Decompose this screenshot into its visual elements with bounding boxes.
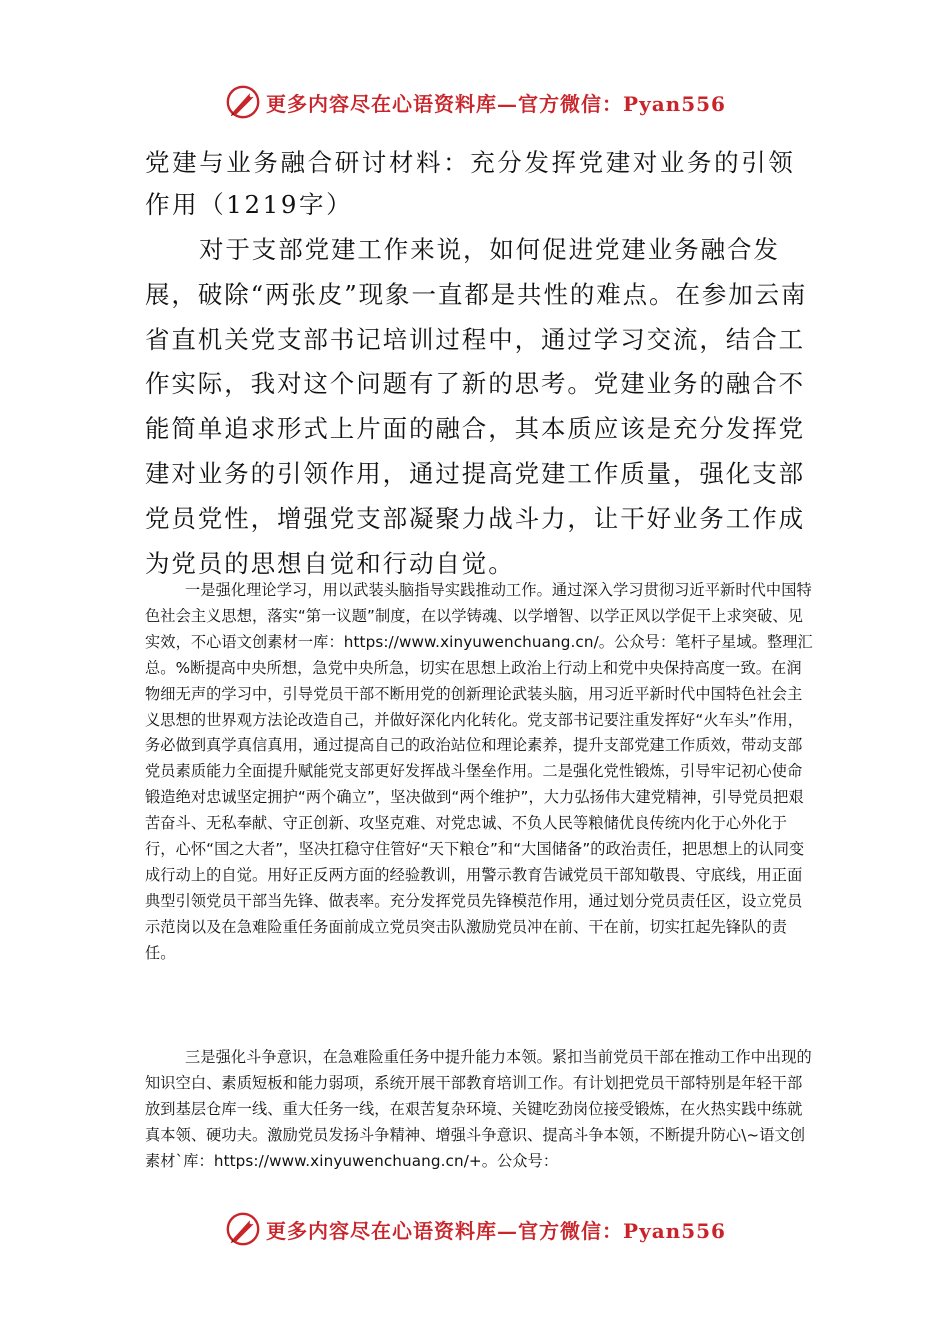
intro-paragraph: 对于支部党建工作来说，如何促进党建业务融合发展，破除“两张皮”现象一直都是共性的难点。在参加云南省直机关党支部书记培训过程中，通过学习交流，结合工作实际，我对这个问题有了新的思考。党建业务的融合不能简单追求形式上片面的融合，其本质应该是充分发挥党建对业务的引领作用，通过提高党建工作质量，强化支部党员党性，增强党支部凝聚力战斗力，让干好业务工作成为党员的思想自觉和行动自觉。 (145, 235, 808, 578)
banner-text: 更多内容尽在心语资料库—官方微信：Pyan556 (266, 91, 726, 116)
pen-logo-icon (224, 83, 262, 121)
header-watermark-banner (0, 78, 950, 126)
pen-logo-icon (224, 1210, 262, 1248)
document-title: 党建与业务融合研讨材料：充分发挥党建对业务的引领作用（1219字） (145, 148, 796, 219)
footer-watermark-banner (0, 1205, 950, 1253)
banner-text: 更多内容尽在心语资料库—官方微信：Pyan556 (266, 1218, 726, 1243)
body-paragraph-2: 三是强化斗争意识，在急难险重任务中提升能力本领。紧扣当前党员干部在推动工作中出现的知识空白、素质短板和能力弱项，系统开展干部教育培训工作。有计划把党员干部特别是年轻干部放到基层仓库一线、重大任务一线，在艰苦复杂环境、关键吃劲岗位接受锻炼，在火热实践中练就真本领、硬功夫。激励党员发扬斗争精神、增强斗争意识、提高斗争本领，不断提升防心\~语文创素材`库：https://www.xinyuwenchuang.cn/+。公众号： (145, 1048, 812, 1170)
body-paragraph-1: 一是强化理论学习，用以武装头脑指导实践推动工作。通过深入学习贯彻习近平新时代中国特色社会主义思想，落实“第一议题”制度，在以学铸魂、以学增智、以学正风以学促干上求突破、见实效，不心语文创素材一库：https://www.xinyuwenchuang.cn/。公众号：笔杆子星域。整理汇总。%断提高中央所想，急党中央所急，切实在思想上政治上行动上和党中央保持高度一致。在润物细无声的学习中，引导党员干部不断用党的创新理论武装头脑，用习近平新时代中国特色社会主义思想的世界观方法论改造自己，并做好深化内化转化。党支部书记要注重发挥好“火车头”作用，务必做到真学真信真用，通过提高自己的政治站位和理论素养，提升支部党建工作质效，带动支部党员素质能力全面提升赋能党支部更好发挥战斗堡垒作用。二是强化党性锻炼，引导牢记初心使命锻造绝对忠诚坚定拥护“两个确立”，坚决做到“两个维护”，大力弘扬伟大建党精神，引导党员把艰苦奋斗、无私奉献、守正创新、攻坚克难、对党忠诚、不负人民等粮储优良传统内化于心外化于行，心怀“国之大者”，坚决扛稳守住管好“天下粮仓”和“大国储备”的政治责任，把思想上的认同变成行动上的自觉。用好正反两方面的经验教训，用警示教育告诫党员干部知敬畏、守底线，用正面典型引领党员干部当先锋、做表率。充分发挥党员先锋模范作用，通过划分党员责任区，设立党员示范岗以及在急难险重任务面前成立党员突击队激励党员冲在前、干在前，切实扛起先锋队的责任。 (145, 581, 813, 962)
